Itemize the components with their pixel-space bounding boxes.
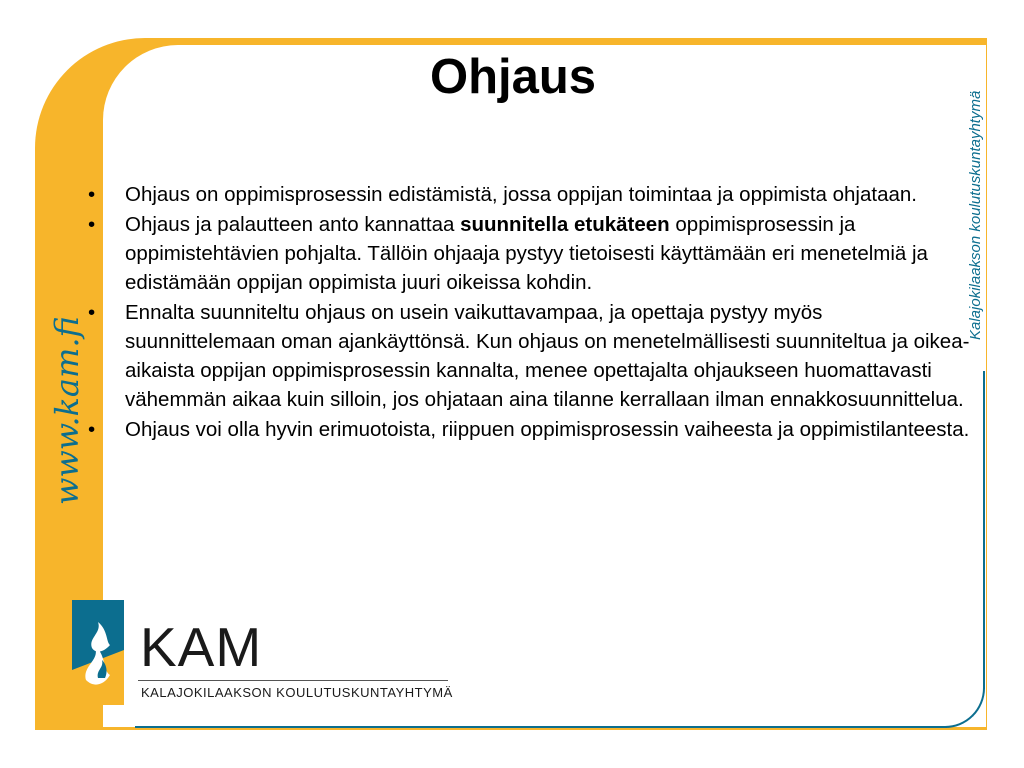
flame-icon	[72, 600, 124, 705]
bullet-dot: •	[88, 183, 96, 206]
kam-logo-icon	[72, 600, 124, 705]
bullet-item	[85, 210, 973, 297]
bullet-item	[85, 298, 973, 414]
bullet-text: Ohjaus voi olla hyvin erimuotoista, riippuen oppimisprosessin vaiheesta ja oppimistilanteesta.	[125, 418, 970, 441]
bullet-dot: •	[88, 301, 96, 324]
bullet-text: Ennalta suunniteltu ohjaus on usein vaikuttavampaa, ja opettaja pystyy myös suunnittelemaan oman ajankäyttönsä. Kun ohjaus on menetelmällisesti suunniteltua ja oikea-aikaista oppijan oppimisprosessin kannalta, menee opettajalta ohjaukseen huomattavasti vähemmän aikaa kuin silloin, jos ohjataan aina tilanne kerrallaan ilman ennakkosuunnittelua.	[125, 301, 970, 411]
slide-title: Ohjaus	[429, 50, 597, 104]
bullet-dot: •	[88, 213, 96, 236]
kam-logo-text: KAM	[140, 616, 263, 678]
kam-logo-subtitle: KALAJOKILAAKSON KOULUTUSKUNTAYHTYMÄ	[141, 685, 453, 700]
logo-divider	[138, 680, 448, 681]
bullet-list	[85, 180, 973, 445]
bullet-item	[85, 415, 973, 444]
bullet-item	[85, 180, 973, 209]
frame-line-bottom	[135, 726, 947, 728]
bullet-text: Ohjaus on oppimisprosessin edistämistä, jossa oppijan toimintaa ja oppimista ohjataan.	[125, 183, 917, 206]
bullet-dot: •	[88, 418, 96, 441]
side-url: www.kam.fi	[48, 316, 86, 505]
bullet-emphasis: suunnitella etukäteen	[460, 213, 670, 236]
frame-line-right	[983, 371, 985, 689]
side-org-name: Kalajokilaakson koulutuskuntayhtymä	[967, 90, 984, 340]
bullet-text: Ohjaus ja palautteen anto kannattaa	[125, 213, 461, 236]
bullet-text: oppimisprosessin ja oppimistehtävien pohjalta. Tällöin ohjaaja pystyy tietoisesti käyttämään eri menetelmiä ja edistämään oppijan oppimista juuri oikeissa kohdin.	[125, 213, 928, 294]
